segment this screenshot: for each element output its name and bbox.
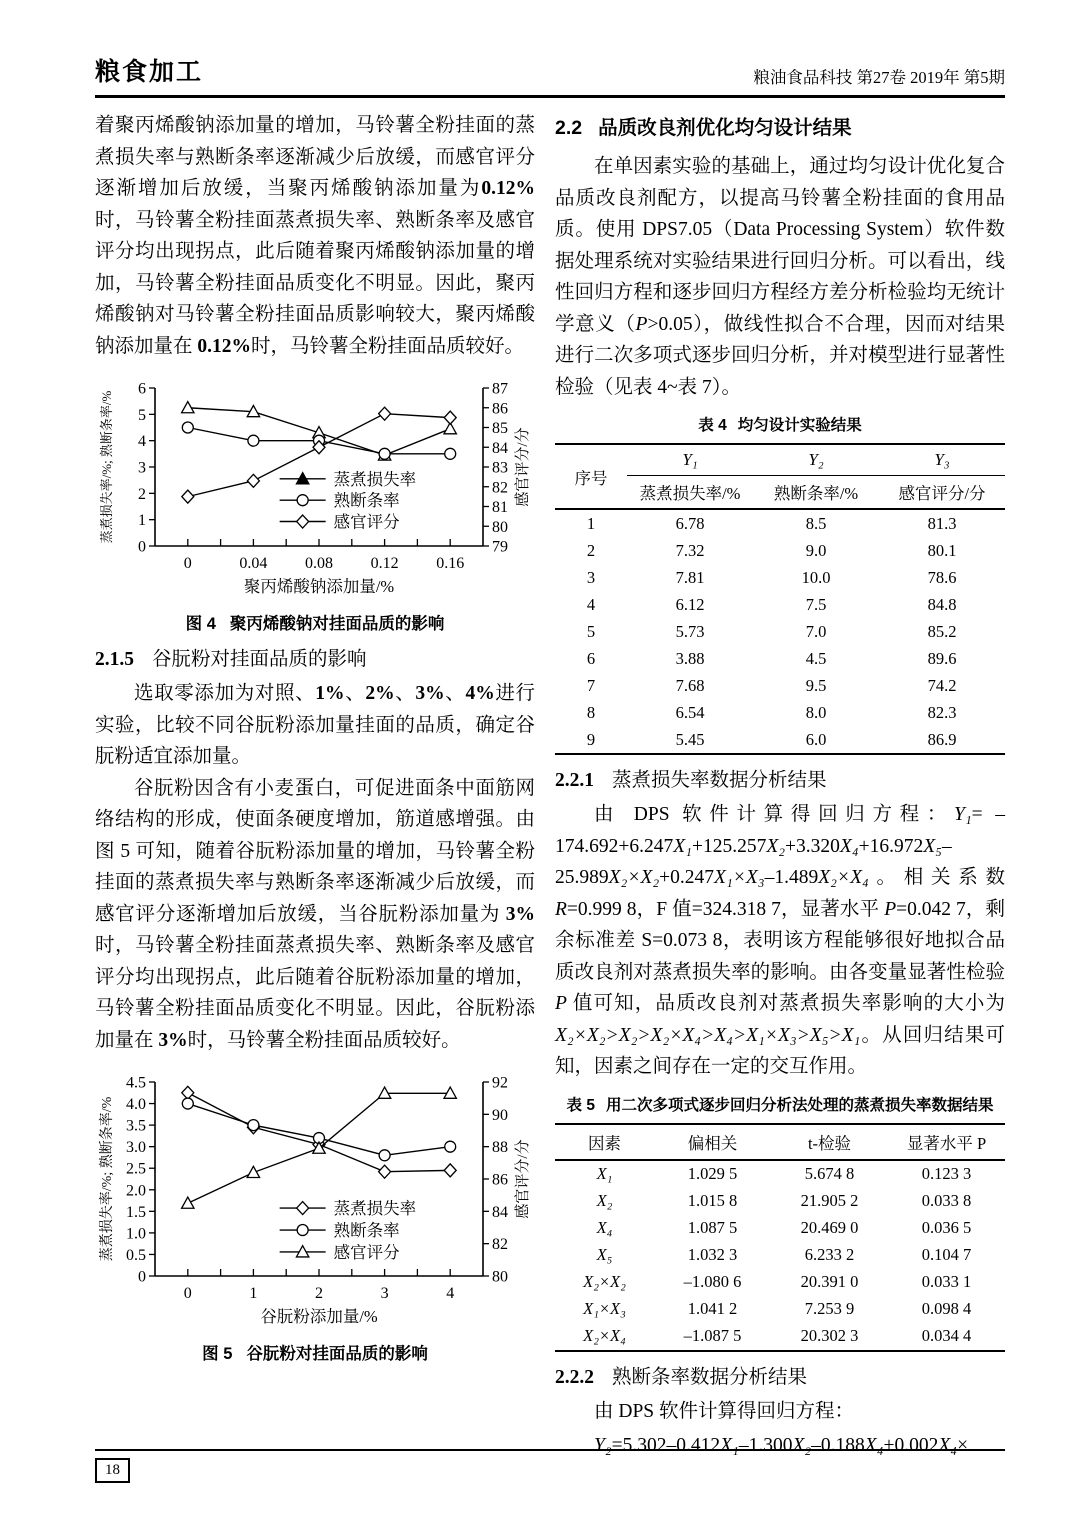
table4-title-label: 表 4 — [698, 417, 727, 434]
table-cell: 9 — [586, 729, 596, 749]
chart-text: 4.0 — [126, 1096, 146, 1114]
table-cell: 21.905 2 — [800, 1191, 859, 1210]
table-row — [555, 726, 1005, 754]
figure4-chart — [95, 374, 535, 606]
legend-label: 感官评分 — [333, 1242, 400, 1262]
table-cell: 0.033 8 — [921, 1191, 972, 1210]
heading-number: 2.2.2 — [555, 1366, 594, 1388]
paragraph-continuation: 着聚丙烯酸钠添加量的增加，马铃薯全粉挂面的蒸煮损失率与熟断条率逐渐减少后放缓，而感官评分逐渐增加后放缓，当聚丙烯酸钠添加量为0.12%时，马铃薯全粉挂面蒸煮损失率、熟断条率及感官评分均出现拐点，此后随着聚丙烯酸钠添加量的增加，马铃薯全粉挂面品质变化不明显。因此，聚丙烯酸钠对马铃薯全粉挂面品质影响较大，聚丙烯酸钠添加量在 0.12%时，马铃薯全粉挂面品质较好。 — [95, 115, 535, 357]
table5-col-ttest: t-检验 — [771, 1124, 888, 1160]
chart-text: 0 — [138, 538, 146, 556]
legend-label: 熟断条率 — [333, 1221, 400, 1241]
table-cell: 0.098 4 — [921, 1299, 972, 1318]
paragraph: 由 DPS 软件计算得回归方程：Y₁= –174.692+6.247X₁+125.257X₂+3.320X₄+16.972X₅–25.989X₂×X₂+0.247X₁×X₃–1.489X₂×X₄。相关系数 R=0.999 8，F 值=324.318 7，显著水平 P=0.042 7，剩余标准差 S=0.073 8，表明该方程能够很好地拟合品质改良剂对蒸煮损失率的影响。由各变量显著性检验 P 值可知，品质改良剂对蒸煮损失率影响的大小为 X₂×X₂>X₂>X₂×X₄>X₄>X₁×X₃>X₅>X₁。从回归结果可知，因素之间存在一定的交互作用。 — [555, 804, 1005, 1077]
chart-text: 感官评分/分 — [515, 427, 531, 507]
figure-5 — [95, 1068, 535, 1364]
table4-col-y1: Y₁ — [627, 444, 753, 476]
table-cell: 0.036 5 — [921, 1218, 972, 1237]
table-cell: 85.2 — [927, 621, 957, 641]
table-cell: 74.2 — [927, 675, 957, 695]
page-number: 18 — [95, 1458, 130, 1483]
table5-col-factor: 因素 — [555, 1124, 654, 1160]
chart-text: 0.5 — [126, 1246, 146, 1264]
chart-text: 84 — [492, 439, 508, 457]
table-cell: 20.469 0 — [800, 1218, 859, 1237]
marker-circle — [379, 1150, 390, 1161]
chart-text: 0 — [183, 1285, 192, 1302]
chart-text: 4 — [138, 433, 146, 451]
legend-label: 蒸煮损失率 — [333, 469, 417, 489]
figure5-caption-text: 谷朊粉对挂面品质的影响 — [246, 1345, 428, 1363]
marker-diamond — [182, 1086, 194, 1099]
chart-text: 1 — [249, 1285, 258, 1302]
table-row — [555, 699, 1005, 726]
table-cell: 0.033 1 — [921, 1272, 972, 1291]
marker-circle — [445, 448, 456, 459]
table-cell: X₁×X₃ — [583, 1299, 626, 1318]
marker-diamond — [444, 411, 456, 424]
table5-body — [555, 1160, 1005, 1351]
figure4-caption-text: 聚丙烯酸钠对挂面品质的影响 — [229, 615, 445, 633]
table-cell: 0.034 4 — [921, 1326, 972, 1345]
heading-number: 2.2 — [555, 117, 583, 139]
table-row — [555, 564, 1005, 591]
table-cell: 80.1 — [927, 540, 957, 560]
marker-circle — [379, 448, 390, 459]
chart-text: 2.5 — [126, 1160, 146, 1178]
table-4 — [555, 443, 1005, 755]
heading-2-2-2 — [555, 1361, 1005, 1389]
table-cell: 9.5 — [805, 675, 827, 695]
marker-diamond — [379, 1165, 391, 1178]
paragraph: 由 DPS 软件计算得回归方程： — [594, 1400, 855, 1422]
heading-2-2-1 — [555, 764, 1005, 792]
table-cell: X₂ — [596, 1191, 613, 1210]
footer-rule — [95, 1449, 1005, 1451]
table-cell: 4.5 — [805, 648, 827, 668]
table-row — [555, 1242, 1005, 1269]
heading-number: 2.2.1 — [555, 770, 594, 791]
table4-col-y2: Y₂ — [753, 444, 879, 476]
marker-diamond — [297, 515, 309, 528]
chart-text: 0 — [138, 1268, 146, 1286]
table-cell: 1.015 8 — [687, 1191, 738, 1210]
table-row — [555, 1188, 1005, 1215]
table-cell: –1.080 6 — [683, 1272, 742, 1291]
chart-text: 3 — [138, 459, 146, 477]
marker-triangle — [247, 1166, 259, 1177]
table-cell: 82.3 — [927, 702, 957, 722]
table-5 — [555, 1123, 1005, 1352]
marker-triangle — [182, 402, 194, 413]
chart-text: 3.0 — [126, 1139, 146, 1157]
table5-title-label: 表 5 — [566, 1096, 595, 1114]
chart-text: 80 — [492, 1268, 508, 1286]
table-cell: 7.5 — [805, 594, 827, 614]
table-row — [555, 618, 1005, 645]
table-cell: 86.9 — [927, 729, 957, 749]
legend-label: 蒸煮损失率 — [333, 1199, 417, 1219]
marker-circle — [297, 495, 308, 506]
marker-circle — [297, 1225, 308, 1236]
marker-triangle — [182, 1197, 194, 1208]
chart-text: 82 — [492, 1236, 508, 1254]
marker-diamond — [297, 1202, 309, 1215]
table-cell: 6.78 — [675, 513, 705, 533]
table-row — [555, 672, 1005, 699]
figure5-chart — [95, 1068, 535, 1336]
table-cell: 7.68 — [675, 675, 705, 695]
table4-title-text: 均匀设计实验结果 — [737, 417, 862, 434]
marker-circle — [445, 1141, 456, 1152]
chart-text: 4.5 — [126, 1074, 146, 1092]
marker-diamond — [379, 407, 391, 420]
chart-text: 86 — [492, 400, 508, 418]
table-cell: 1.087 5 — [687, 1218, 738, 1237]
marker-diamond — [182, 490, 194, 503]
table5-col-p: 显著水平 P — [888, 1124, 1005, 1160]
table-row — [555, 509, 1005, 537]
table-cell: 3.88 — [675, 648, 705, 668]
chart-text: 3 — [380, 1285, 389, 1302]
chart-text: 79 — [492, 538, 508, 556]
chart-text: 80 — [492, 518, 508, 536]
chart-text: 87 — [492, 380, 508, 398]
table-cell: –1.087 5 — [683, 1326, 742, 1345]
chart-text: 81 — [492, 499, 508, 516]
table-cell: 6.12 — [675, 594, 705, 614]
chart-text: 1.5 — [126, 1203, 146, 1221]
table4-subheader-y2: 熟断条率/% — [753, 476, 879, 510]
chart-text: 5 — [138, 406, 146, 424]
table-cell: 6.233 2 — [804, 1245, 855, 1264]
table-cell: 1.032 3 — [687, 1245, 738, 1264]
chart-text: 2 — [138, 485, 146, 503]
table4-col-y3: Y₃ — [879, 444, 1005, 476]
legend-label: 感官评分 — [333, 512, 400, 532]
chart-text: 1.0 — [126, 1225, 146, 1243]
chart-text: 2 — [315, 1285, 323, 1302]
table-row — [555, 1215, 1005, 1242]
table-row — [555, 645, 1005, 672]
table-cell: 7 — [586, 675, 596, 695]
chart-text: 蒸煮损失率/%; 熟断条率/% — [99, 390, 114, 544]
table-cell: 0.123 3 — [921, 1164, 972, 1183]
table-cell: 6.54 — [675, 702, 705, 722]
table4-subheader-y3: 感官评分/分 — [879, 476, 1005, 510]
table-cell: 1.029 5 — [687, 1164, 738, 1183]
page-header — [95, 52, 1005, 98]
equation-y2: Y₂=5.302–0.412X₁–1.300X₂–0.188X₄+0.002X₄× — [594, 1435, 969, 1456]
table4-body — [555, 509, 1005, 754]
table-row — [555, 1160, 1005, 1188]
chart-text: 6 — [138, 380, 146, 398]
heading-number: 2.1.5 — [95, 649, 134, 670]
table-cell: 10.0 — [801, 567, 831, 587]
table-cell: 1 — [586, 513, 596, 533]
table-cell: 6.0 — [805, 729, 827, 749]
chart-text: 90 — [492, 1106, 508, 1124]
paragraph: 在单因素实验的基础上，通过均匀设计优化复合品质改良剂配方，以提高马铃薯全粉挂面的食用品质。使用 DPS7.05（Data Processing System）软件数据处理系统对实验结果进行回归分析。可以看出，线性回归方程和逐步回归方程经方差分析检验均无统计学意义（P>0.05），做线性拟合不合理，因而对结果进行二次多项式逐步回归分析，并对模型进行显著性检验（见表 4~表 7）。 — [555, 156, 1005, 398]
table-cell: 7.0 — [805, 621, 827, 641]
table-cell: 89.6 — [927, 648, 957, 668]
table-cell: 81.3 — [927, 513, 957, 533]
heading-2-2 — [555, 112, 1005, 140]
heading-title: 熟断条率数据分析结果 — [612, 1366, 808, 1388]
heading-title: 品质改良剂优化均匀设计结果 — [598, 117, 852, 139]
table-row — [555, 1269, 1005, 1296]
table-row — [555, 591, 1005, 618]
journal-info: 粮油食品科技 第27卷 2019年 第5期 — [753, 68, 1005, 87]
table-cell: 7.253 9 — [804, 1299, 855, 1318]
table-cell: 20.391 0 — [800, 1272, 859, 1291]
marker-circle — [248, 1120, 259, 1131]
table-cell: 8.5 — [805, 513, 827, 533]
chart-text: 0.04 — [239, 555, 268, 572]
chart-text: 4 — [446, 1285, 455, 1302]
table4-header — [555, 444, 1005, 509]
chart-text: 83 — [492, 459, 508, 477]
table-cell: 6 — [586, 648, 596, 668]
marker-circle — [248, 435, 259, 446]
table-cell: 7.32 — [675, 540, 705, 560]
paragraph: 谷朊粉因含有小麦蛋白，可促进面条中面筋网络结构的形成，使面条硬度增加，筋道感增强。由图 5 可知，随着谷朊粉添加量的增加，马铃薯全粉挂面的蒸煮损失率与熟断条率逐渐减少后放缓，而感官评分逐渐增加后放缓，当谷朊粉添加量为 3%时，马铃薯全粉挂面蒸煮损失率、熟断条率及感官评分均出现拐点，此后随着谷朊粉添加量的增加，马铃薯全粉挂面品质变化不明显。因此，谷朊粉添加量在 3%时，马铃薯全粉挂面品质较好。 — [95, 777, 535, 1051]
table-cell: 78.6 — [927, 567, 957, 587]
table-cell: 8 — [586, 702, 596, 722]
figure5-caption — [95, 1340, 535, 1364]
chart-text: 3.5 — [126, 1117, 146, 1135]
table-cell: X₂×X₂ — [583, 1272, 626, 1291]
chart-text: 86 — [492, 1171, 508, 1189]
chart-text: 88 — [492, 1139, 508, 1157]
table-row — [555, 1323, 1005, 1351]
table-cell: 3 — [586, 567, 596, 587]
figure5-caption-label: 图 5 — [202, 1345, 233, 1363]
chart-text: 感官评分/分 — [515, 1139, 531, 1219]
left-column — [95, 110, 535, 1462]
table-cell: X₁ — [596, 1164, 613, 1183]
figure4-caption-label: 图 4 — [185, 615, 216, 633]
chart-text: 92 — [492, 1074, 508, 1092]
table4-subheader-y1: 蒸煮损失率/% — [627, 476, 753, 510]
table-cell: 0.104 7 — [921, 1245, 972, 1264]
table4-title — [555, 416, 1005, 436]
chart-text: 谷朊粉添加量/% — [260, 1307, 378, 1326]
table-cell: 5.73 — [675, 621, 705, 641]
marker-circle — [182, 1098, 193, 1109]
table-cell: 4 — [586, 594, 596, 614]
table-cell: 20.302 3 — [800, 1326, 859, 1345]
marker-diamond — [444, 1164, 456, 1177]
chart-text: 聚丙烯酸钠添加量/% — [243, 577, 395, 596]
table5-title — [555, 1096, 1005, 1116]
table-cell: X₅ — [596, 1245, 613, 1264]
table5-col-partial: 偏相关 — [654, 1124, 771, 1160]
paragraph: 选取零添加为对照、1%、2%、3%、4%进行实验，比较不同谷朊粉添加量挂面的品质，确定谷朊粉适宜添加量。 — [95, 683, 535, 767]
two-column-body — [95, 110, 1005, 1462]
table4-col-xuhao: 序号 — [555, 444, 627, 509]
section-label: 粮食加工 — [95, 58, 204, 86]
right-column — [555, 110, 1005, 1462]
chart-text: 85 — [492, 420, 508, 437]
marker-circle — [182, 422, 193, 433]
table-cell: 8.0 — [805, 702, 827, 722]
chart-text: 0.12 — [370, 555, 399, 572]
figure-4 — [95, 374, 535, 634]
chart-text: 蒸煮损失率/%; 熟断条率/% — [100, 1096, 115, 1262]
table5-title-text: 用二次多项式逐步回归分析法处理的蒸煮损失率数据结果 — [605, 1096, 994, 1114]
table-cell: X₂×X₄ — [583, 1326, 626, 1345]
chart-text: 0.08 — [305, 555, 333, 572]
table-row — [555, 1296, 1005, 1323]
table-cell: 5.45 — [675, 729, 705, 749]
figure4-caption — [95, 610, 535, 634]
heading-2-1-5 — [95, 643, 535, 671]
marker-diamond — [247, 474, 259, 487]
table-cell: 5.674 8 — [804, 1164, 855, 1183]
legend-label: 熟断条率 — [333, 491, 400, 511]
chart-text: 1 — [138, 512, 146, 530]
table-row — [555, 537, 1005, 564]
heading-title: 谷朊粉对挂面品质的影响 — [152, 649, 367, 670]
table5-header — [555, 1124, 1005, 1160]
table-cell: 7.81 — [675, 567, 705, 587]
chart-text: 0 — [183, 555, 192, 572]
chart-text: 84 — [492, 1203, 508, 1221]
chart-text: 2.0 — [126, 1182, 146, 1200]
table-cell: 2 — [586, 540, 596, 560]
chart-text: 0.16 — [436, 555, 465, 572]
table-cell: 84.8 — [927, 594, 957, 614]
table-cell: 1.041 2 — [687, 1299, 738, 1318]
table-cell: X₄ — [596, 1218, 613, 1237]
chart-text: 82 — [492, 479, 508, 497]
table-cell: 9.0 — [805, 540, 827, 560]
heading-title: 蒸煮损失率数据分析结果 — [612, 770, 827, 791]
table-cell: 5 — [586, 621, 596, 641]
